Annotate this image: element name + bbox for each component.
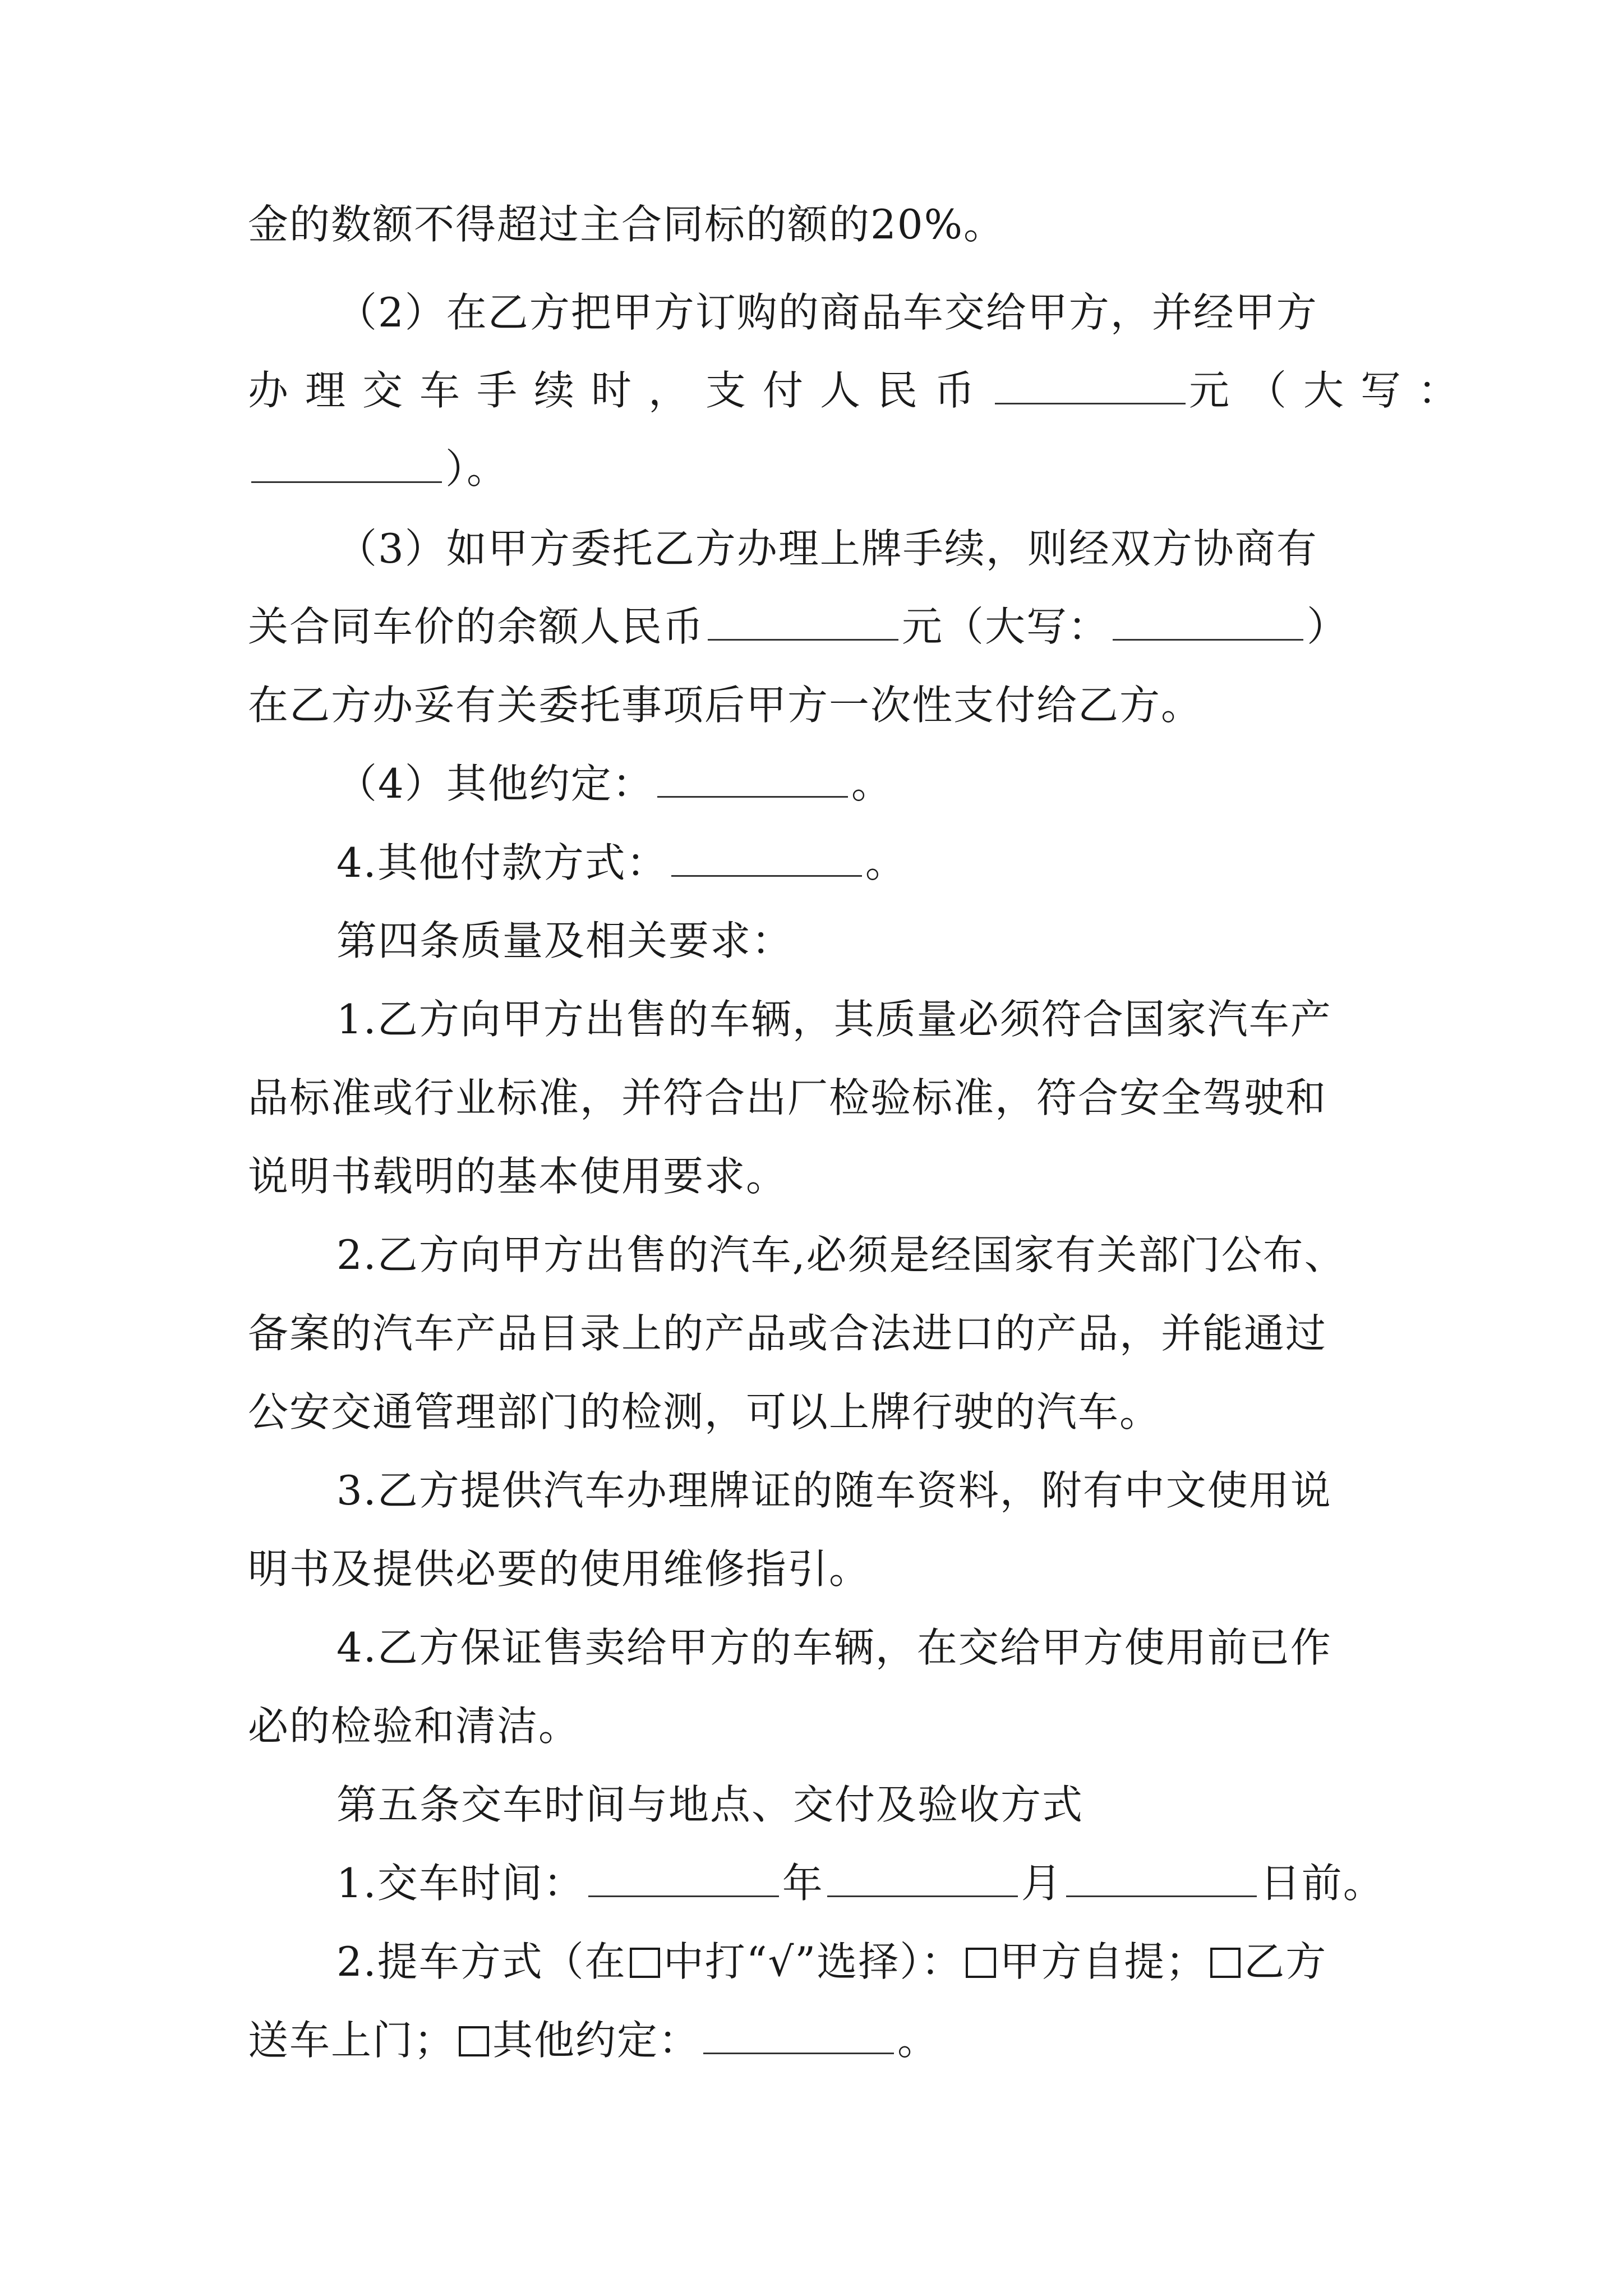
text-segment: 关合同车价的余额人民币 xyxy=(248,603,705,650)
text-segment: 备案的汽车产品目录上的产品或合法进口的产品，并能通过 xyxy=(248,1310,1327,1357)
text-line xyxy=(336,284,1318,341)
text-segment: 。 xyxy=(865,839,907,886)
text-line xyxy=(248,362,1475,418)
text-segment: 送车上门； xyxy=(248,2017,456,2064)
checkbox-icon xyxy=(630,1948,660,1978)
text-line xyxy=(248,1384,1161,1440)
fill-blank[interactable] xyxy=(657,762,848,798)
text-segment: ）。 xyxy=(445,445,509,493)
text-segment: ） xyxy=(1307,603,1349,650)
text-segment: 1.交车时间： xyxy=(336,1860,585,1907)
text-segment: 品标准或行业标准，并符合出厂检验标准，符合安全驾驶和 xyxy=(248,1074,1327,1121)
text-line xyxy=(336,521,1318,577)
text-segment: 乙方 xyxy=(1244,1938,1327,1985)
text-line xyxy=(248,1148,787,1204)
text-segment: 日前。 xyxy=(1260,1860,1385,1907)
text-segment: 办理交车手续时，支付人民币 xyxy=(248,367,992,414)
section-heading xyxy=(336,913,793,969)
text-segment: 2.提车方式（在 xyxy=(336,1938,626,1985)
text-segment: 年 xyxy=(782,1860,824,1907)
text-segment: 3.乙方提供汽车办理牌证的随车资料，附有中文使用说 xyxy=(336,1467,1332,1514)
text-line xyxy=(248,1541,870,1597)
text-segment: 第五条交车时间与地点、交付及验收方式 xyxy=(336,1781,1084,1828)
text-segment: 其他约定： xyxy=(492,2017,700,2064)
text-line xyxy=(248,677,1202,733)
text-line xyxy=(336,991,1332,1047)
fill-blank[interactable] xyxy=(1066,1862,1257,1897)
text-line xyxy=(336,1462,1332,1519)
fill-blank[interactable] xyxy=(995,369,1186,404)
text-segment: 中打“√”选择）： xyxy=(663,1938,963,1985)
fill-blank[interactable] xyxy=(671,841,862,877)
text-segment: 。 xyxy=(897,2017,939,2064)
text-segment: 在乙方办妥有关委托事项后甲方一次性支付给乙方。 xyxy=(248,682,1203,729)
text-segment: 元（大写： xyxy=(902,603,1110,650)
text-segment: 说明书载明的基本使用要求。 xyxy=(248,1153,788,1200)
text-line xyxy=(336,835,907,891)
text-segment: （4）其他约定： xyxy=(336,760,654,807)
text-line xyxy=(248,1070,1327,1126)
text-segment: 公安交通管理部门的检测，可以上牌行驶的汽车。 xyxy=(248,1388,1161,1435)
fill-blank[interactable] xyxy=(251,448,442,483)
text-segment: 明书及提供必要的使用维修指引。 xyxy=(248,1545,871,1593)
text-line xyxy=(248,441,508,497)
text-line xyxy=(248,1305,1327,1361)
text-segment: 第四条质量及相关要求： xyxy=(336,917,794,964)
text-line xyxy=(336,1855,1385,1911)
text-segment: （2）在乙方把甲方订购的商品车交给甲方，并经甲方 xyxy=(336,289,1318,336)
text-segment: 必的检验和清洁。 xyxy=(248,1703,580,1750)
text-segment: 1.乙方向甲方出售的车辆，其质量必须符合国家汽车产 xyxy=(336,996,1332,1043)
text-line xyxy=(248,599,1348,655)
text-segment: 。 xyxy=(851,760,893,807)
text-segment: 4.其他付款方式： xyxy=(336,839,668,886)
text-segment: （3）如甲方委托乙方办理上牌手续，则经双方协商有 xyxy=(336,525,1318,572)
fill-blank[interactable] xyxy=(588,1862,779,1897)
text-segment: 2.乙方向甲方出售的汽车,必须是经国家有关部门公布、 xyxy=(336,1231,1346,1278)
fill-blank[interactable] xyxy=(827,1862,1018,1897)
text-line xyxy=(248,2012,939,2068)
checkbox[interactable] xyxy=(459,2026,489,2056)
text-segment: 4.乙方保证售卖给甲方的车辆，在交给甲方使用前已作 xyxy=(336,1624,1332,1671)
fill-blank[interactable] xyxy=(703,2019,894,2054)
text-line xyxy=(336,1227,1346,1283)
text-line xyxy=(336,1619,1332,1676)
text-line xyxy=(248,196,1005,252)
fill-blank[interactable] xyxy=(708,605,898,641)
text-segment: 甲方自提； xyxy=(999,1938,1207,1985)
text-line xyxy=(336,756,893,812)
text-segment: 月 xyxy=(1021,1860,1063,1907)
text-line xyxy=(336,1934,1327,1990)
text-line xyxy=(248,1698,580,1754)
section-heading xyxy=(336,1777,1083,1833)
fill-blank[interactable] xyxy=(1113,605,1303,641)
checkbox[interactable] xyxy=(1210,1948,1241,1978)
text-segment: 元（大写： xyxy=(1189,367,1476,414)
text-segment: 金的数额不得超过主合同标的额的20%。 xyxy=(248,201,1006,248)
checkbox[interactable] xyxy=(966,1948,996,1978)
